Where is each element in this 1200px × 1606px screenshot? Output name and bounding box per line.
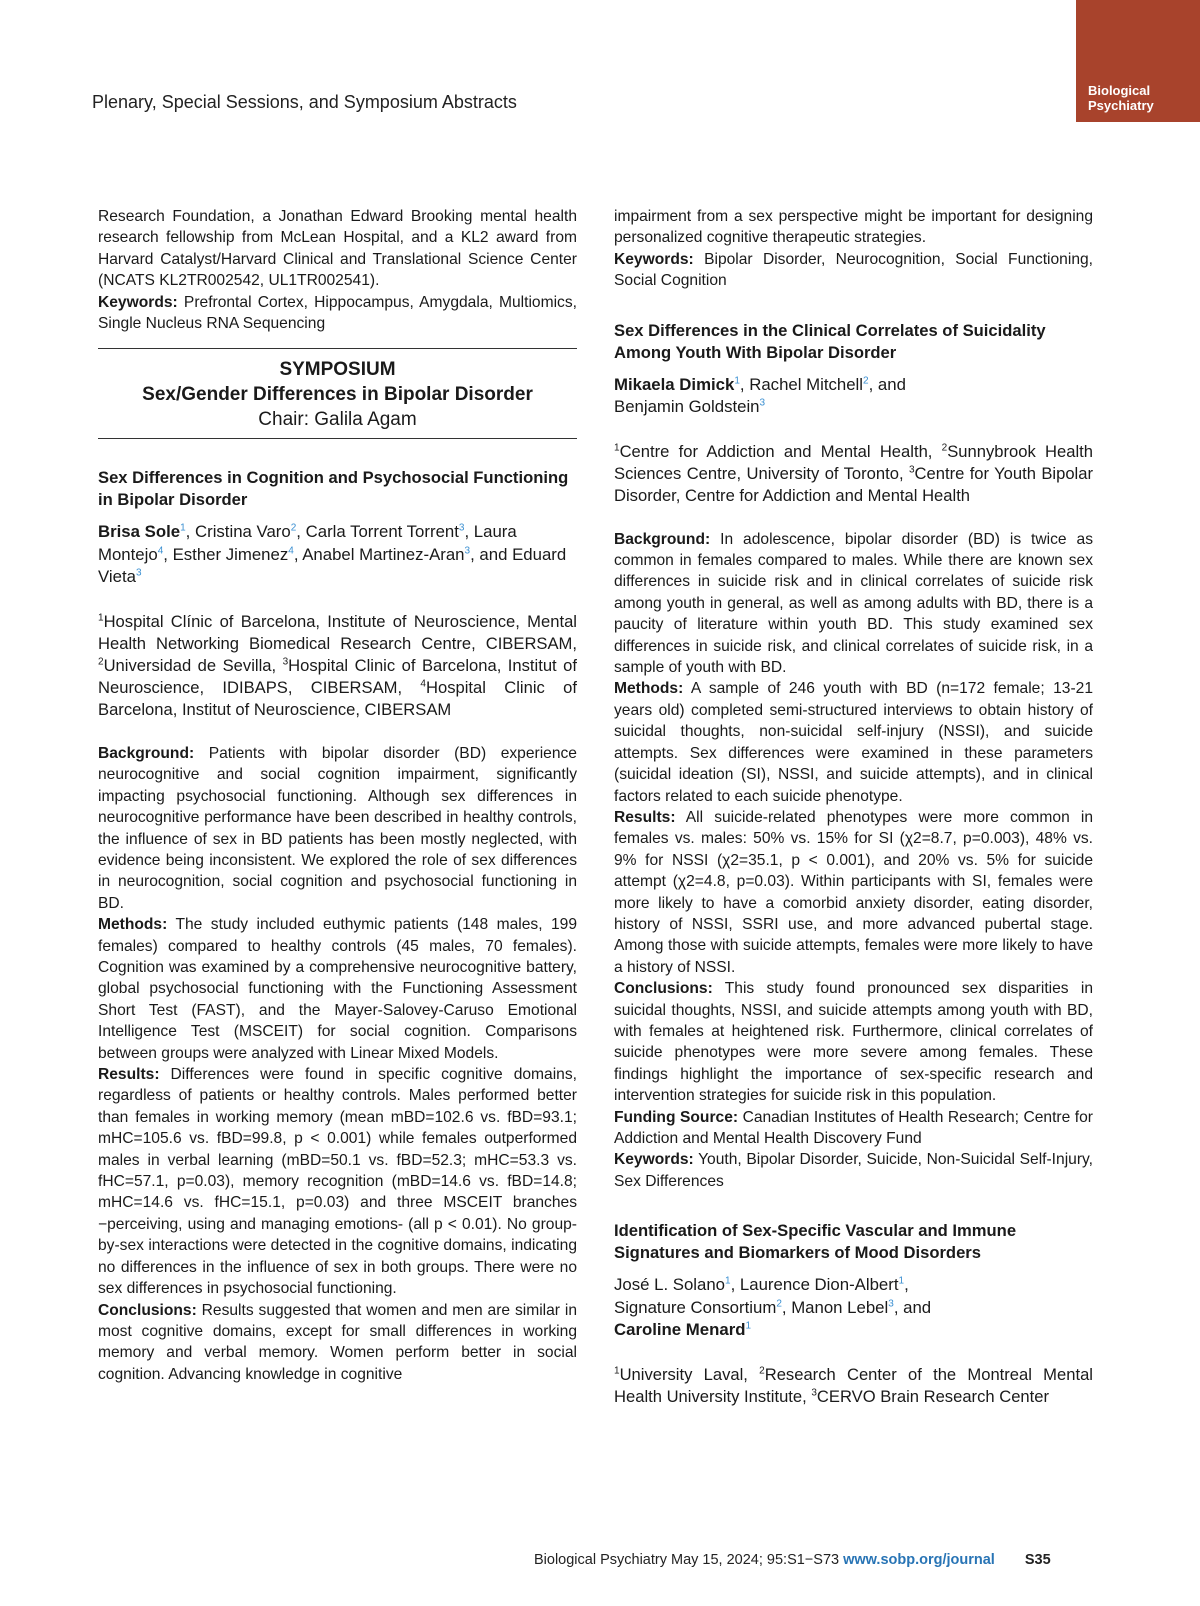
- affil-sup: 2: [941, 442, 948, 454]
- affil-text: Hospital Clínic of Barcelona, Institute of Neuroscience, Mental Health Networking Biomedical Research Centre, CIBERSAM,: [98, 611, 577, 653]
- affiliations: [98, 611, 577, 721]
- methods-label: Methods:: [614, 680, 684, 698]
- affil-text: Research Center of the Montreal Mental Health University Institute,: [614, 1364, 1093, 1406]
- results-paragraph: [98, 1064, 577, 1299]
- keywords-paragraph: [614, 1149, 1093, 1192]
- conclusions-paragraph: [614, 978, 1093, 1106]
- author-name: José L. Solano: [614, 1275, 726, 1295]
- author-sup-link[interactable]: 1: [734, 375, 740, 387]
- background-paragraph: [614, 529, 1093, 679]
- running-head: Plenary, Special Sessions, and Symposium Abstracts: [92, 92, 517, 112]
- background-text: Patients with bipolar disorder (BD) experience neurocognitive and social cognition impairment, significantly impacting psychosocial functioning. Although sex differences in neurocognitive performance have been described in healthy controls, the influence of sex in BD patients has been mostly neglected, with evidence being inconsistent. We explored the role of sex differences in neurocognition, social cognition and psychosocial functioning in BD.: [98, 744, 577, 912]
- author-sep: , and: [470, 544, 513, 564]
- results-text: Differences were found in specific cognitive domains, regardless of patients or healthy controls. Males performed better than females in working memory (mean mBD=102.6 vs. fBD=93.1; mHC=105.6 vs. fBD=99.8, p < 0.001) while females outperformed males in verbal learning (mBD=50.1 vs. fBD=52.3; mHC=53.3 vs. fHC=57.1, p=0.03), memory recognition (mBD=14.6 vs. fBD=14.8; mHC=14.6 vs. fHC=15.1, p=0.03) and three MSCEIT branches −perceiving, using and managing emotions- (all p < 0.01). No group-by-sex interactions were detected in the cognitive domains, indicating no differences in the influence of sex in both groups. There were no sex differences in psychosocial functioning.: [98, 1066, 577, 1298]
- author-sup-link[interactable]: 3: [458, 522, 465, 534]
- journal-badge: [1076, 0, 1200, 122]
- affil-sup: 1: [614, 442, 620, 454]
- author-name: Laurence Dion-Albert: [739, 1275, 899, 1295]
- author-sep: , and: [868, 374, 906, 394]
- author-name: Mikaela Dimick: [614, 374, 735, 394]
- author-sup-link[interactable]: 1: [745, 1320, 752, 1332]
- author-name: Anabel Martinez-Aran: [302, 544, 465, 564]
- results-paragraph: [614, 807, 1093, 978]
- author-sep: ,: [781, 1297, 792, 1317]
- author-name: Brisa Sole: [98, 522, 181, 542]
- page-number: S35: [1024, 1552, 1051, 1568]
- conclusions-paragraph: [98, 1300, 577, 1386]
- methods-paragraph: [614, 678, 1093, 806]
- author-sep: ,: [293, 544, 303, 564]
- continued-text: Research Foundation, a Jonathan Edward Brooking mental health research fellowship from McLean Hospital, and a KL2 award from Harvard Catalyst/Harvard Clinical and Translational Science Center (NCATS KL2TR002542, UL1TR002541).: [98, 208, 577, 290]
- author-sep: ,: [904, 1275, 909, 1295]
- affil-sup: 4: [420, 678, 426, 690]
- author-sup-link[interactable]: 1: [898, 1275, 905, 1287]
- author-sep: ,: [464, 522, 474, 542]
- abstract-title: Identification of Sex-Specific Vascular and Immune Signatures and Biomarkers of Mood Disorders: [614, 1221, 1017, 1263]
- conclusions-continued: impairment from a sex perspective might be important for designing personalized cognitive therapeutic strategies.: [614, 208, 1093, 247]
- author-name: Benjamin Goldstein: [614, 397, 760, 417]
- affil-sup: 3: [811, 1387, 817, 1399]
- affil-text: Centre for Youth Bipolar Disorder, Centre for Addiction and Mental Health: [614, 463, 1093, 505]
- author-sep: ,: [730, 1275, 740, 1295]
- author-sep: , and: [893, 1297, 932, 1317]
- affil-sup: 1: [614, 1365, 620, 1377]
- conclusions-text: This study found pronounced sex disparities in suicidal thoughts, NSSI, and suicide attempts among youth with BD, with females at heightened risk. Furthermore, clinical correlates of suicide phenotypes were more severe among females. These findings highlight the importance of sex-specific research and intervention strategies for suicide risk in this population.: [614, 980, 1093, 1105]
- symposium-header: [98, 348, 577, 439]
- keywords-paragraph: [98, 292, 577, 335]
- author-sup-link[interactable]: 3: [759, 397, 766, 409]
- methods-label: Methods:: [98, 916, 168, 934]
- journal-badge-line1: Biological: [1088, 83, 1151, 98]
- affiliations: [614, 1364, 1093, 1408]
- journal-url-link[interactable]: www.sobp.org/journal: [843, 1552, 995, 1568]
- affil-sup: 2: [759, 1365, 765, 1377]
- symposium-title: Sex/Gender Differences in Bipolar Disorder: [142, 384, 533, 406]
- abstract-title: Sex Differences in the Clinical Correlates of Suicidality Among Youth With Bipolar Disorder: [614, 320, 1046, 362]
- conclusions-label: Conclusions:: [614, 980, 713, 998]
- affil-text: Centre for Addiction and Mental Health,: [619, 441, 942, 461]
- author-sup-link[interactable]: 3: [888, 1298, 894, 1310]
- author-name: Manon Lebel: [791, 1297, 889, 1317]
- background-label: Background:: [98, 744, 195, 762]
- affil-text: Universidad de Sevilla,: [103, 655, 283, 675]
- author-sup-link[interactable]: 3: [135, 567, 142, 579]
- author-name: Rachel Mitchell: [749, 374, 864, 394]
- affil-sup: 3: [282, 656, 289, 668]
- affil-sup: 3: [908, 464, 915, 476]
- author-list: [614, 374, 1093, 419]
- left-column: [98, 206, 577, 1385]
- author-sep: ,: [163, 544, 173, 564]
- author-name: Laura Montejo: [98, 522, 517, 564]
- keywords-label: Keywords:: [614, 250, 694, 268]
- author-sup-link[interactable]: 3: [464, 545, 471, 557]
- author-sep: ,: [296, 522, 306, 542]
- conclusions-text: Results suggested that women and men are similar in most cognitive domains, except for small differences in working memory and verbal memory. Women perform better in social cognition. Advancing knowledge in cognitive: [98, 1301, 577, 1383]
- abstract-title: Sex Differences in Cognition and Psychosocial Functioning in Bipolar Disorder: [98, 468, 569, 510]
- author-sup-link[interactable]: 4: [288, 545, 294, 557]
- affil-sup: 2: [98, 656, 104, 668]
- results-label: Results:: [98, 1066, 160, 1084]
- symposium-chair: Chair: Galila Agam: [258, 409, 417, 431]
- symposium-label: SYMPOSIUM: [279, 359, 396, 381]
- author-name: Carla Torrent Torrent: [305, 522, 459, 542]
- affil-text: Hospital Clinic of Barcelona, Institut of Neuroscience, CIBERSAM: [98, 677, 577, 719]
- conclusions-label: Conclusions:: [98, 1301, 197, 1319]
- methods-paragraph: [98, 914, 577, 1064]
- author-list: [98, 521, 577, 589]
- author-list: [614, 1274, 1093, 1342]
- author-name: Signature Consortium: [614, 1297, 777, 1317]
- author-sup-link[interactable]: 2: [290, 522, 297, 534]
- author-sup-link[interactable]: 4: [157, 545, 164, 557]
- right-column: [614, 206, 1093, 1408]
- affil-sup: 1: [98, 612, 104, 624]
- keywords-text: Youth, Bipolar Disorder, Suicide, Non-Suicidal Self-Injury, Sex Differences: [614, 1151, 1093, 1190]
- affil-text: CERVO Brain Research Center: [816, 1386, 1050, 1406]
- author-sup-link[interactable]: 2: [776, 1298, 782, 1310]
- funding-label: Funding Source:: [614, 1108, 739, 1126]
- keywords-text: Prefrontal Cortex, Hippocampus, Amygdala, Multiomics, Single Nucleus RNA Sequencing: [98, 293, 577, 333]
- affiliations: [614, 441, 1093, 507]
- author-name: Cristina Varo: [194, 522, 291, 542]
- author-name: Esther Jimenez: [172, 544, 289, 564]
- keywords-text: Bipolar Disorder, Neurocognition, Social Functioning, Social Cognition: [614, 250, 1093, 290]
- methods-text: A sample of 246 youth with BD (n=172 female; 13-21 years old) completed semi-structured interviews to obtain history of suicidal thoughts, non-suicidal self-injury (NSSI), and suicide attempts. Sex differences were examined in these parameters (suicidal ideation (SI), NSSI, and suicide attempts), and in clinical factors related to each suicide phenotype.: [614, 680, 1093, 805]
- keywords-paragraph: [614, 249, 1093, 292]
- background-paragraph: [98, 743, 577, 914]
- author-sep: ,: [739, 374, 750, 394]
- funding-text: Canadian Institutes of Health Research; Centre for Addiction and Mental Health Discovery Fund: [614, 1108, 1093, 1147]
- author-sep: ,: [185, 522, 195, 542]
- keywords-label: Keywords:: [614, 1151, 694, 1169]
- author-name: Caroline Menard: [614, 1320, 746, 1340]
- background-label: Background:: [614, 530, 711, 548]
- methods-text: The study included euthymic patients (148 males, 199 females) compared to healthy controls (45 males, 70 females). Cognition was examined by a comprehensive neurocognitive battery, global psychosocial functioning with the Functioning Assessment Short Test (FAST), and the Mayer-Salovey-Caruso Emotional Intelligence Test (MSCEIT) for social cognition. Comparisons between groups were analyzed with Linear Mixed Models.: [98, 916, 577, 1062]
- author-sup-link[interactable]: 1: [725, 1275, 731, 1287]
- affil-text: University Laval,: [619, 1364, 760, 1384]
- affil-text: Hospital Clinic of Barcelona, Institut of Neuroscience, IDIBAPS, CIBERSAM,: [98, 655, 577, 697]
- results-label: Results:: [614, 808, 676, 826]
- author-sup-link[interactable]: 1: [180, 522, 186, 534]
- author-name: Eduard Vieta: [98, 544, 567, 587]
- affil-text: Sunnybrook Health Sciences Centre, University of Toronto,: [614, 441, 1093, 483]
- funding-paragraph: [614, 1107, 1093, 1150]
- keywords-label: Keywords:: [98, 293, 178, 311]
- author-sup-link[interactable]: 2: [863, 375, 869, 387]
- journal-badge-line2: Psychiatry: [1088, 98, 1154, 113]
- footer-citation: Biological Psychiatry May 15, 2024; 95:S1−S73: [534, 1552, 840, 1568]
- page-footer: [534, 1552, 1051, 1568]
- background-text: In adolescence, bipolar disorder (BD) is twice as common in females compared to males. While there are known sex differences in suicide risk and in clinical correlates of suicide risk among youth in general, as well as among adults with BD, there is a paucity of literature within youth BD. This study examined sex differences in suicide risk, and clinical correlates of suicide risk, in a sample of youth with BD.: [614, 530, 1093, 677]
- results-text: All suicide-related phenotypes were more common in females vs. males: 50% vs. 15% for SI (χ2=8.7, p=0.003), 48% vs. 9% for NSSI (χ2=35.1, p < 0.001), and 20% vs. 5% for suicide attempt (χ2=4.8, p=0.03). Within participants with SI, females were more likely to have a comorbid anxiety disorder, eating disorder, history of NSSI, SSRI use, and more advanced pubertal stage. Among those with suicide attempts, females were more likely to have a history of NSSI.: [614, 808, 1093, 976]
